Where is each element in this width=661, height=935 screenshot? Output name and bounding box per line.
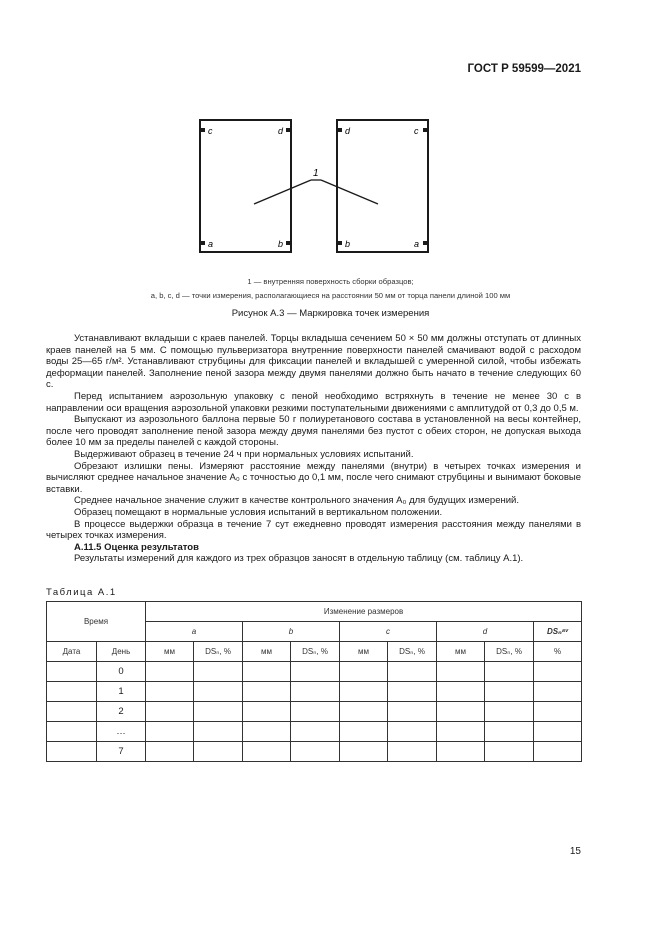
group-a: a bbox=[146, 622, 243, 642]
change-header: Изменение размеров bbox=[146, 602, 582, 622]
day-cell: 0 bbox=[97, 662, 146, 682]
label-right-a: a bbox=[414, 239, 420, 249]
measurement-points-figure bbox=[0, 0, 661, 300]
callout-label: 1 bbox=[313, 168, 319, 179]
table-row bbox=[47, 702, 582, 722]
label-right-c: c bbox=[414, 126, 419, 136]
day-cell: 1 bbox=[97, 682, 146, 702]
marker-right-a bbox=[423, 241, 427, 245]
day-cell: 2 bbox=[97, 702, 146, 722]
figure-legend-1: 1 — внутренняя поверхность сборки образцов; bbox=[247, 277, 414, 286]
table-row bbox=[47, 682, 582, 702]
figure-caption: Рисунок А.3 — Маркировка точек измерения bbox=[231, 308, 430, 319]
body-text bbox=[46, 333, 581, 565]
page-number: 15 bbox=[569, 846, 581, 857]
col-ds: DSₙ, % bbox=[485, 642, 534, 662]
panel-right bbox=[337, 120, 428, 252]
group-d: d bbox=[437, 622, 534, 642]
col-ds: DSₙ, % bbox=[194, 642, 243, 662]
section-heading: А.11.5 Оценка результатов bbox=[74, 541, 199, 553]
table-title: Таблица А.1 bbox=[46, 587, 117, 598]
label-left-d: d bbox=[278, 126, 284, 136]
paragraph: Выдерживают образец в течение 24 ч при нормальных условиях испытаний. bbox=[74, 448, 414, 460]
label-left-c: c bbox=[208, 126, 213, 136]
day-cell: 7 bbox=[97, 742, 146, 762]
col-ds: DSₙ, % bbox=[388, 642, 437, 662]
table-row bbox=[47, 662, 582, 682]
paragraph: Результаты измерений для каждого из трех образцов заносят в отдельную таблицу (см. таблицу А.1). bbox=[74, 553, 524, 565]
marker-right-c bbox=[423, 128, 427, 132]
label-left-a: a bbox=[208, 239, 214, 249]
paragraph: Выпускают из аэрозольного баллона первые 50 г полиуретанового состава в установленной на весы контейнер, после чего проводят заполнение пеной зазора между двумя панелями без пустот с обеих сторон, не допуская выхода более 10 мм за пределы панелей с каждой стороны. bbox=[46, 414, 581, 449]
figure-legend-2: a, b, c, d — точки измерения, располагающиеся на расстоянии 50 мм от торца панели длиной 100 мм bbox=[150, 291, 511, 300]
marker-right-b bbox=[338, 241, 342, 245]
callout-line-left bbox=[254, 180, 311, 204]
group-c: c bbox=[340, 622, 437, 642]
table-row bbox=[47, 722, 582, 742]
group-b: b bbox=[243, 622, 340, 642]
col-mm: мм bbox=[146, 642, 194, 662]
col-ds: DSₙ, % bbox=[291, 642, 340, 662]
group-ds-av: DSₙᵃᵛ bbox=[534, 622, 582, 642]
col-mm: мм bbox=[243, 642, 291, 662]
callout-line-right bbox=[321, 180, 378, 204]
marker-left-b bbox=[286, 241, 290, 245]
label-right-b: b bbox=[345, 239, 351, 249]
panel-left bbox=[200, 120, 291, 252]
paragraph: Образец помещают в нормальные условия испытаний в вертикальном положении. bbox=[74, 506, 443, 518]
col-mm: мм bbox=[340, 642, 388, 662]
label-right-d: d bbox=[345, 126, 351, 136]
paragraph: Обрезают излишки пены. Измеряют расстояние между панелями (внутри) в четырех точках измерения и вычисляют среднее начальное значение A₀ с точностью до 0,1 мм, после чего снимают струбцины и вынимают боковые вставки. bbox=[46, 460, 581, 495]
marker-left-c bbox=[201, 128, 205, 132]
results-table bbox=[46, 601, 582, 762]
marker-right-d bbox=[338, 128, 342, 132]
marker-left-a bbox=[201, 241, 205, 245]
standard-header: ГОСТ Р 59599—2021 bbox=[467, 63, 581, 75]
col-mm: мм bbox=[437, 642, 485, 662]
col-date: Дата bbox=[47, 642, 97, 662]
col-pct: % bbox=[534, 642, 582, 662]
paragraph: Устанавливают вкладыши с краев панелей. Торцы вкладыша сечением 50 × 50 мм должны отступать от длинных краев панелей на 5 мм. С помощью пульверизатора внутренние поверхности панелей смачивают водой с расходом воды 25—65 г/м². Устанавливают струбцины для фиксации панелей и вкладышей с умеренной силой, чтобы избежать деформации панелей. Заполнение пеной зазора между двумя панелями должно быть начато в течение следующих 60 с. bbox=[46, 333, 581, 391]
marker-left-d bbox=[286, 128, 290, 132]
day-cell: … bbox=[97, 722, 146, 742]
time-header: Время bbox=[47, 602, 146, 642]
paragraph: Перед испытанием аэрозольную упаковку с пеной необходимо встряхнуть в течение не менее 30 с в направлении оси вращения аэрозольной упаковки резкими поступательными движениями с амплитудой от 0,3 до 0,5 м. bbox=[46, 390, 581, 414]
col-day: День bbox=[97, 642, 146, 662]
label-left-b: b bbox=[278, 239, 284, 249]
table-row bbox=[47, 742, 582, 762]
paragraph: В процессе выдержки образца в течение 7 сут ежедневно проводят измерения расстояния между панелями в четырех точках измерения. bbox=[46, 518, 581, 542]
paragraph: Среднее начальное значение служит в качестве контрольного значения A₀ для будущих измерений. bbox=[74, 495, 519, 507]
